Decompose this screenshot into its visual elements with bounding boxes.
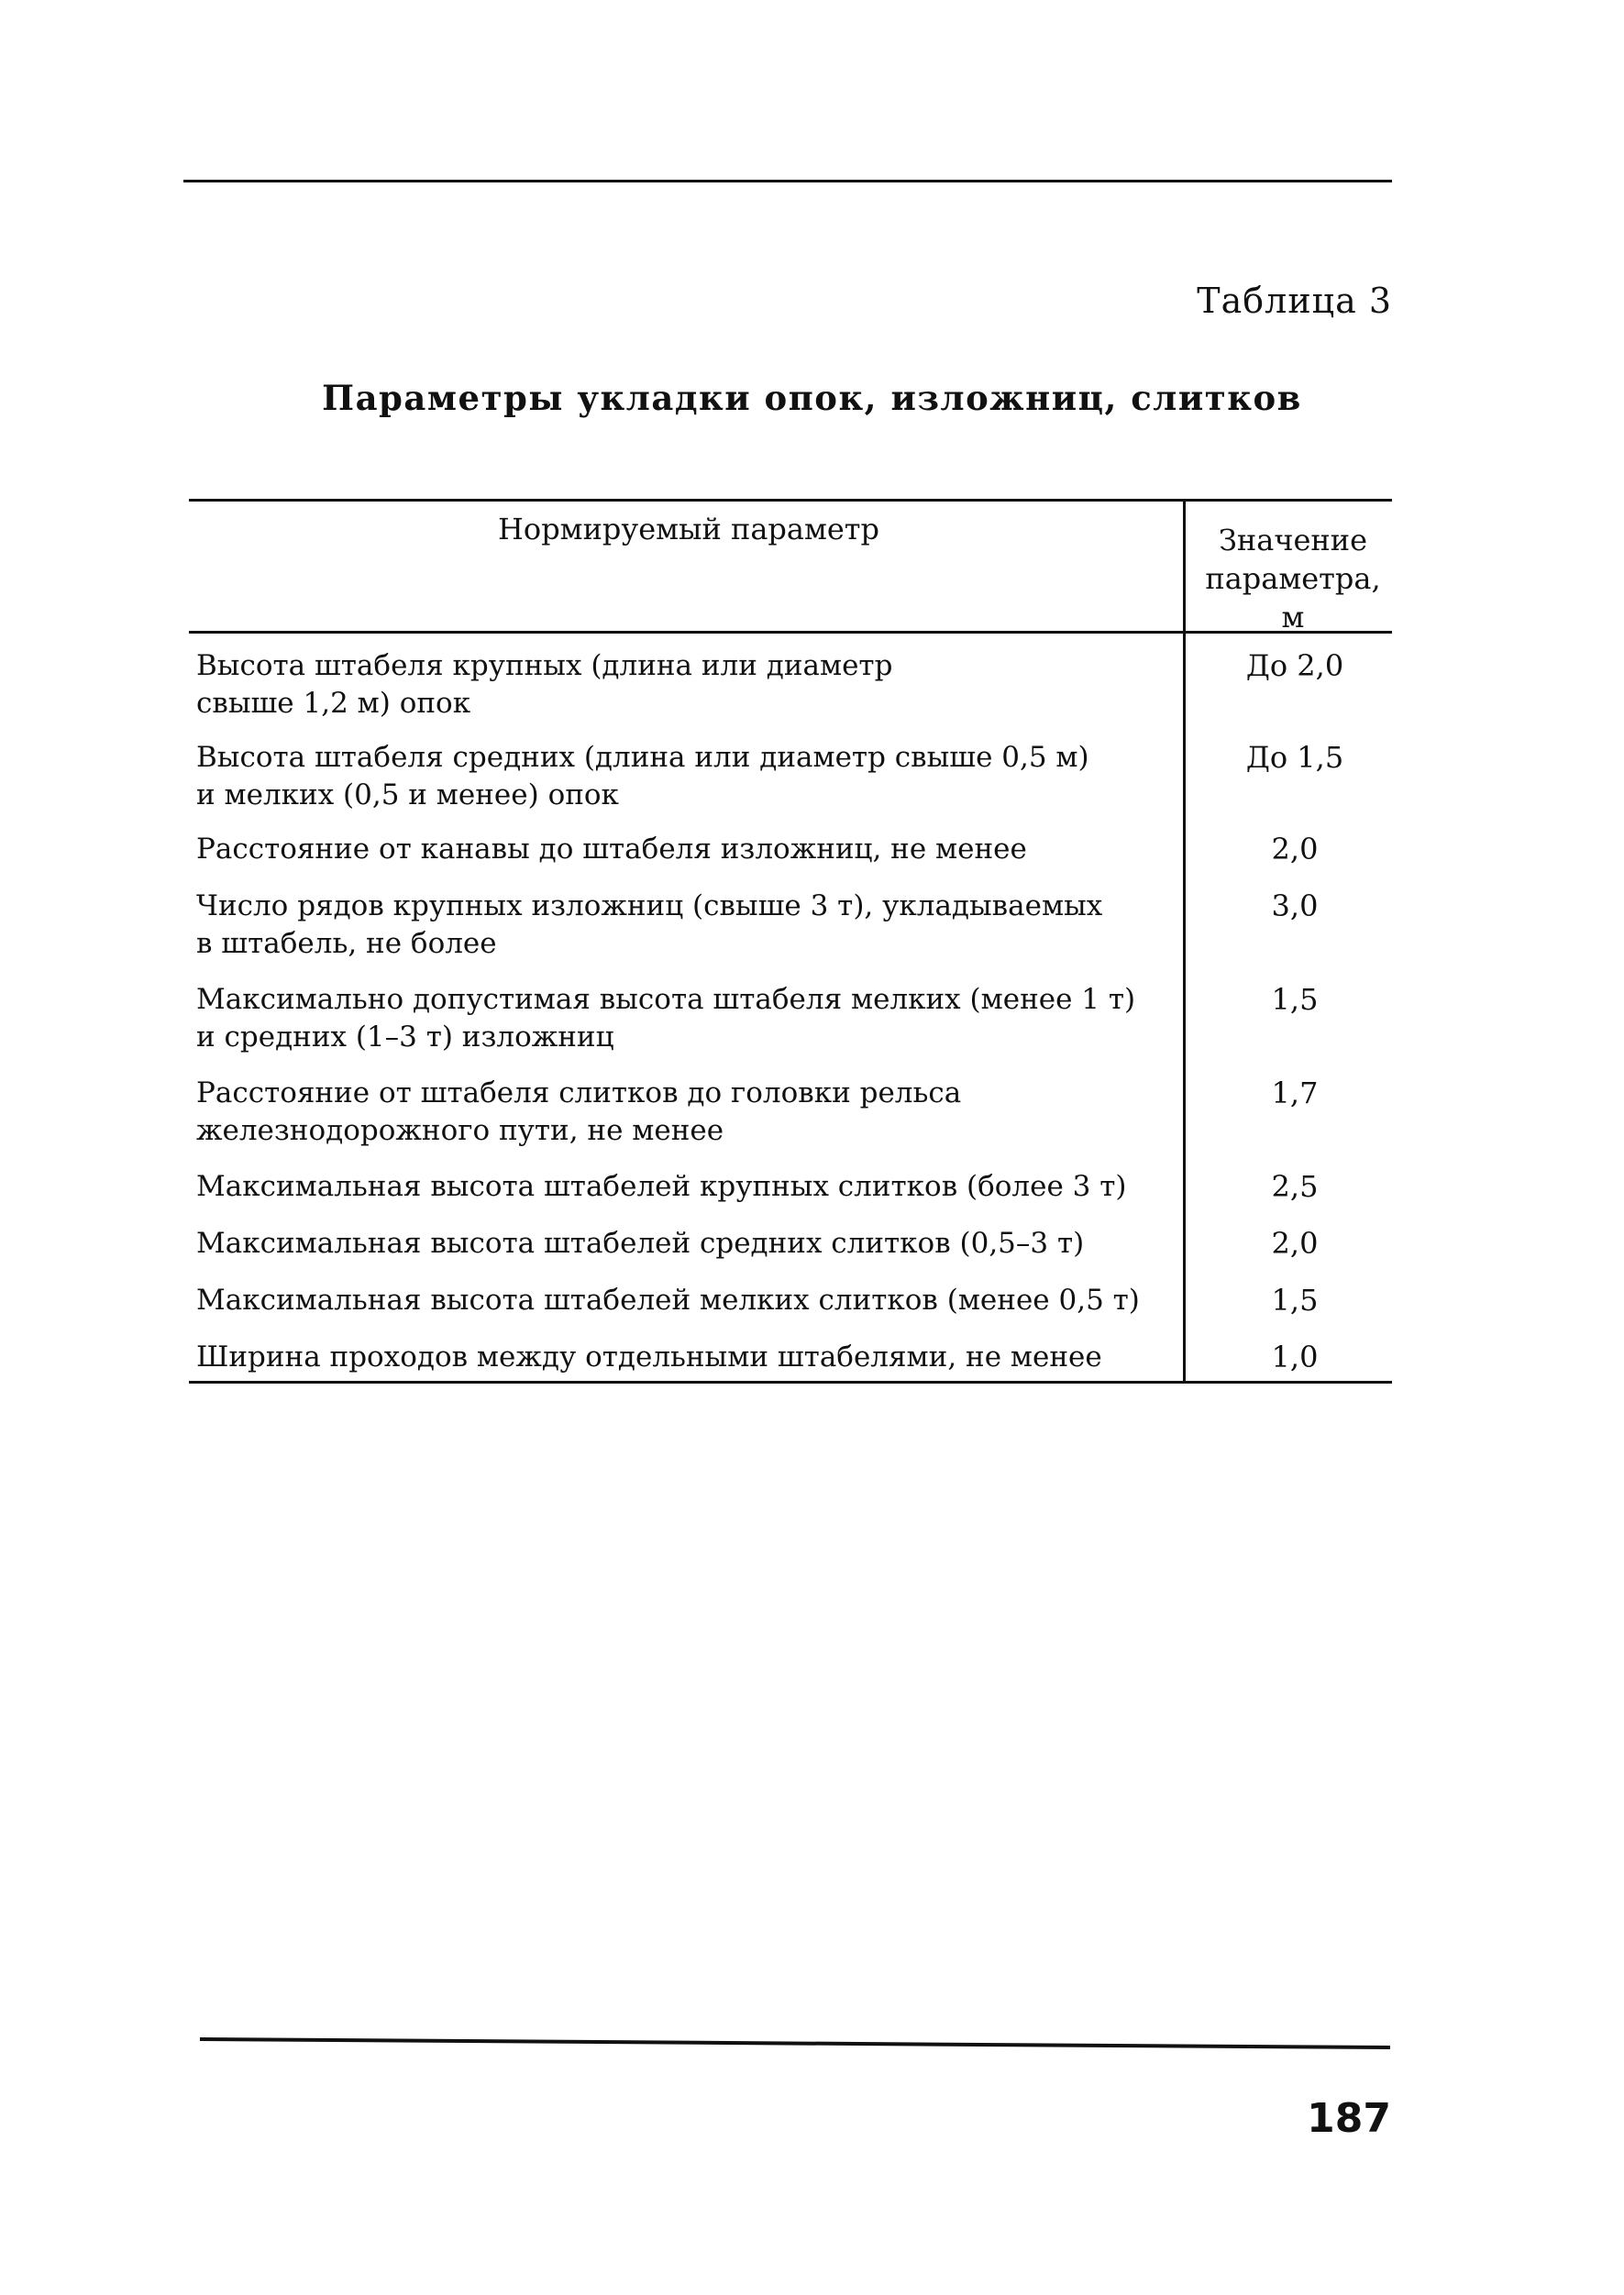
row-parameter — [196, 739, 1177, 814]
row-parameter — [196, 831, 1177, 868]
row-parameter — [196, 1225, 1177, 1263]
table-top-border — [189, 499, 1392, 502]
param-line: свыше 1,2 м) опок — [196, 687, 471, 720]
param-line: железнодорожного пути, не менее — [196, 1114, 724, 1147]
row-parameter — [196, 981, 1177, 1056]
row-value: 1,5 — [1271, 1283, 1319, 1318]
header-value-line: Значение — [1218, 523, 1368, 557]
row-parameter — [196, 1282, 1177, 1319]
header-value-line: параметра, — [1205, 561, 1381, 596]
param-line: и средних (1–3 т) изложниц — [196, 1021, 614, 1054]
param-line: Максимальная высота штабелей средних слитков (0,5–3 т) — [196, 1227, 1085, 1260]
row-value: 2,0 — [1271, 1226, 1319, 1261]
row-value: 1,0 — [1271, 1340, 1319, 1374]
row-value: До 2,0 — [1245, 648, 1344, 683]
header-parameter: Нормируемый параметр — [498, 512, 879, 546]
param-line: Максимально допустимая высота штабеля мелких (менее 1 т) — [196, 983, 1136, 1016]
row-value: До 1,5 — [1245, 740, 1344, 775]
table-label: Таблица 3 — [1197, 281, 1392, 321]
page-number: 187 — [1307, 2095, 1391, 2142]
row-value: 1,5 — [1271, 982, 1319, 1017]
bottom-rule — [200, 2037, 1390, 2049]
param-line: Максимальная высота штабелей мелких слитков (менее 0,5 т) — [196, 1284, 1140, 1317]
param-line: Ширина проходов между отдельными штабелями, не менее — [196, 1341, 1102, 1374]
parameters-table — [189, 499, 1392, 1384]
row-value: 3,0 — [1271, 888, 1319, 923]
row-parameter — [196, 1075, 1177, 1150]
table-title: Параметры укладки опок, изложниц, слитков — [322, 378, 1302, 418]
row-parameter — [196, 888, 1177, 963]
header-value-line: м — [1281, 600, 1305, 634]
param-line: Высота штабеля крупных (длина или диаметр — [196, 649, 893, 682]
param-line: Расстояние от канавы до штабеля изложниц, не менее — [196, 833, 1027, 866]
table-column-divider — [1183, 499, 1186, 1381]
table-bottom-border — [189, 1381, 1392, 1384]
param-line: Число рядов крупных изложниц (свыше 3 т), укладываемых — [196, 889, 1103, 922]
row-parameter — [196, 647, 1177, 723]
param-line: Расстояние от штабеля слитков до головки рельса — [196, 1076, 962, 1109]
param-line: в штабель, не более — [196, 927, 497, 960]
param-line: Максимальная высота штабелей крупных слитков (более 3 т) — [196, 1170, 1127, 1203]
row-value: 2,0 — [1271, 832, 1319, 866]
top-rule — [183, 180, 1392, 182]
header-value — [1194, 521, 1392, 636]
param-line: и мелких (0,5 и менее) опок — [196, 778, 619, 811]
row-value: 2,5 — [1271, 1169, 1319, 1204]
param-line: Высота штабеля средних (длина или диаметр свыше 0,5 м) — [196, 741, 1089, 774]
row-parameter — [196, 1168, 1177, 1206]
row-parameter — [196, 1339, 1177, 1376]
row-value: 1,7 — [1271, 1076, 1319, 1110]
